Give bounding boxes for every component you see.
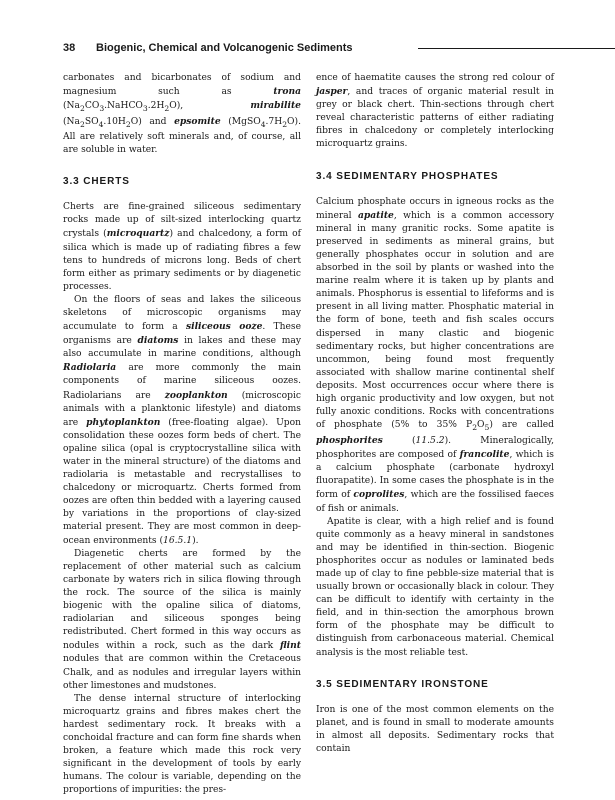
header-rule xyxy=(418,48,615,49)
term-trona: trona xyxy=(273,86,301,98)
cross-reference: 16.5.1 xyxy=(163,535,193,546)
term-jasper: jasper xyxy=(316,86,348,98)
section-heading-cherts: 3.3 CHERTS xyxy=(63,176,130,188)
cherts-paragraph-3: Diagenetic cherts are formed by the replacement of other material such as calcium carbonate by waters rich in silica flowing through the rock. The source of the silica is mainly biogenic with the opaline silica of diatoms, radiolarian and siliceous sponges being redistributed. Chert formed in this way occurs as nodules within a rock, such as the dark flint nodules that are common within the Cretaceous Chalk, and as nodules and irregular layers within other limestones and mudstones. xyxy=(63,548,301,691)
chapter-title: Biogenic, Chemical and Volcanogenic Sediments xyxy=(96,42,353,54)
phosphates-paragraph-1: Calcium phosphate occurs in igneous rocks as the mineral apatite, which is a common accessory mineral in many granitic rocks. Some apatite is preserved in sediments as mineral grains, but generally phosphates occur in solution and are absorbed in the soil by plants or washed into the marine realm where it is taken up by plants and animals. Phosphorus is essential to lifeforms and is present in all living matter. Phosphatic material in the form of bone, teeth and fish scales occurs dispersed in many clastic and biogenic sedimentary rocks, but higher concentrations are uncommon, being found most frequently associated with shallow marine continental shelf deposits. Most occurrences occur where there is high organic productivity and low oxygen, but not fully anoxic conditions. Rocks with concentrations of phosphate (5% to 35% $P_2O_5$) are called phosphorites (11.5.2). Mineralogically, phosphorites are composed of francolite, which is a calcium phosphate (carbonate hydroxyl fluorapatite). In some cases the phosphate is in the form of coprolites, which are the fossilised faeces of fish or animals. xyxy=(316,196,554,514)
term-radiolaria: Radiolaria xyxy=(63,362,117,374)
left-column xyxy=(63,72,301,797)
term-diatoms: diatoms xyxy=(137,335,179,347)
term-apatite: apatite xyxy=(357,209,394,221)
page-number: 38 xyxy=(63,42,76,54)
cherts-paragraph-2: On the floors of seas and lakes the siliceous skeletons of microscopic organisms may accumulate to form a siliceous ooze. These organisms are diatoms in lakes and these may also accumulate in marine conditions, although Radiolaria are more commonly the main components of marine siliceous oozes. Radiolarians are zooplankton (microscopic animals with a planktonic lifestyle) and diatoms are phytoplankton (free-floating algae). Upon consolidation these oozes form beds of chert. The opaline silica (opal is cryptocrystalline silica with water in the mineral structure) of the diatoms and radiolaria is metastable and recrystallises to chalcedony or microquartz. Cherts formed from oozes are often thin bedded with a layering caused by variations in the proportions of clay-sized material present. They are most common in deep-ocean environments (16.5.1). xyxy=(63,294,301,546)
term-microquartz: microquartz xyxy=(106,228,170,240)
term-francolite: francolite xyxy=(459,449,510,461)
section-heading-phosphates: 3.4 SEDIMENTARY PHOSPHATES xyxy=(316,170,499,182)
term-phosphorites: phosphorites xyxy=(316,435,383,447)
term-mirabilite: mirabilite xyxy=(250,100,301,112)
cherts-paragraph-1: Cherts are fine-grained siliceous sedimentary rocks made up of silt-sized interlocking quartz crystals (microquartz) and chalcedony, a form of silica which is made up of radiating fibres a few tens to hundreds of microns long. Beds of chert form either as primary sediments or by diagenetic processes. xyxy=(63,202,301,292)
cherts-paragraph-4: The dense internal structure of interlocking microquartz grains and fibres makes chert the hardest sedimentary rock. It breaks with a conchoidal fracture and can form fine shards when broken, a feature which made this rock very significant in the development of tools by early humans. The colour is variable, depending on the proportions of impurities: the pres- xyxy=(63,693,301,796)
ironstone-paragraph-1: Iron is one of the most common elements on the planet, and is found in small to moderate amounts in almost all deposits. Sedimentary rocks that contain xyxy=(316,704,554,754)
continued-paragraph: ence of haematite causes the strong red colour of jasper, and traces of organic material result in grey or black chert. Thin-sections through chert reveal characteristic patterns of either radiating fibres in chalcedony or completely interlocking microquartz grains. xyxy=(316,73,554,150)
term-epsomite: epsomite xyxy=(174,116,221,128)
right-column xyxy=(316,72,554,756)
term-coprolites: coprolites xyxy=(353,489,405,501)
term-siliceous-ooze: siliceous ooze xyxy=(185,321,263,333)
cross-reference: 11.5.2 xyxy=(415,436,445,447)
phosphates-paragraph-2: Apatite is clear, with a high relief and is found quite commonly as a heavy mineral in sandstones and may be identified in thin-section. Biogenic phosphorites occur as nodules or laminated beds made up of clay to fine pebble-size material that is usually brown or occasionally black in colour. They can be difficult to identify with certainty in the field, and in thin-section the amorphous brown form of the phosphate may be difficult to distinguish from carbonaceous material. Chemical analysis is the most reliable test. xyxy=(316,516,554,658)
running-header xyxy=(63,42,553,58)
term-flint: flint xyxy=(280,640,301,652)
term-phytoplankton: phytoplankton xyxy=(86,416,161,428)
section-heading-ironstone: 3.5 SEDIMENTARY IRONSTONE xyxy=(316,678,489,690)
intro-paragraph: carbonates and bicarbonates of sodium and magnesium such as trona $(Na_2CO_3.NaHCO_3.2H_2O)$, mirabilite $(Na_2SO_4.10H_2O)$ and epsomite $(MgSO_4.7H_2O)$. All are relatively soft minerals and, of course, all are soluble in water. xyxy=(63,73,301,156)
term-zooplankton: zooplankton xyxy=(164,389,228,401)
